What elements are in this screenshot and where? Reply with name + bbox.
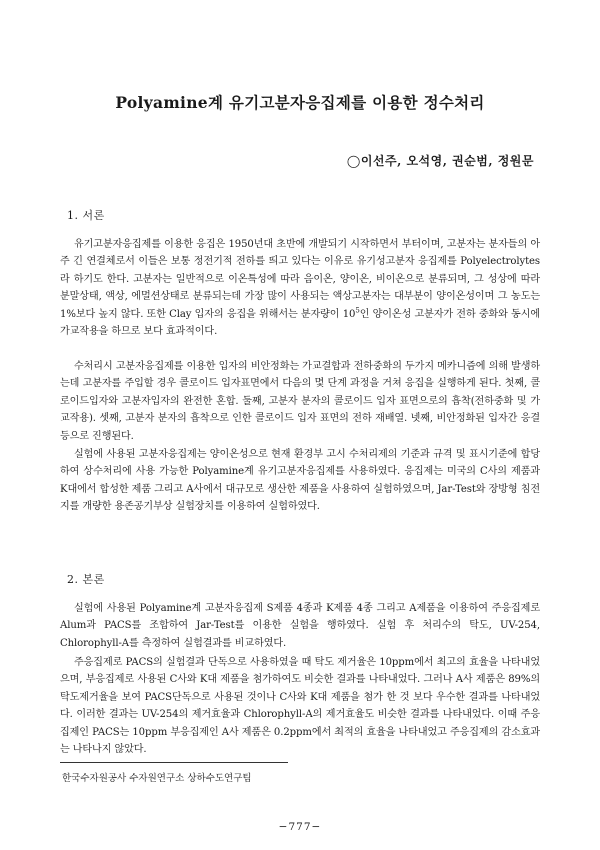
section-heading-body: 2. 본론 bbox=[67, 573, 105, 586]
page-number: −777− bbox=[278, 821, 322, 833]
intro-paragraph-1 bbox=[60, 236, 540, 340]
author-list: ◯이선주, 오석영, 권순범, 정원문 bbox=[346, 154, 534, 168]
body-paragraph-1: 실험에 사용된 Polyamine계 고분자응집제 S제품 4종과 K제품 4종 그리고 A제품을 이용하여 주응집제로 Alum과 PACS를 조합하여 Jar-Test를 이용한 실험을 행하였다. 실험 후 처리수의 탁도, UV-254, Chlorophyll-A를 측정하여 실험결과를 비교하였다. bbox=[60, 603, 540, 649]
intro-paragraph-1-text: 유기고분자응집제를 이용한 응집은 1950년대 초반에 개발되기 시작하면서 부터이며, 고분자는 분자들의 아주 긴 연결체로서 이들은 보통 정전기적 전하를 띄고 있다는 이유로 유기성고분자 응집제를 Polyelectrolytes라 하기도 한다. 고분자는 일반적으로 이온특성에 따라 음이온, 양이온, 비이온으로 분류되며, 그 성상에 따라 분말상태, 액상, 에멀션상태로 분류되는데 가장 많이 사용되는 액상고분자는 대부분이 양이온성이며 그 농도는 1%보다 높지 않다. 또한 Clay 입자의 응집을 위해서는 분자량이 10 bbox=[60, 239, 540, 320]
footnote-divider bbox=[60, 762, 288, 763]
exponent-superscript: 5 bbox=[355, 306, 360, 315]
intro-paragraph-3: 실험에 사용된 고분자응집제는 양이온성으로 현재 환경부 고시 수처리제의 기준과 규격 및 표시기준에 합당하여 상수처리에 사용 가능한 Polyamine계 유기고분자응집제를 사용하였다. 응집제는 미국의 C사의 제품과 K대에서 합성한 제품 그리고 A사에서 대규모로 생산한 제품을 사용하여 실험하였으며, Jar-Test와 장방형 침전지를 개량한 용존공기부상 실험장치를 이용하여 실험하였다. bbox=[60, 449, 540, 513]
section-heading-introduction: 1. 서론 bbox=[67, 209, 105, 222]
intro-paragraph-2: 수처리시 고분자응집제를 이용한 입자의 비안정화는 가교결합과 전하중화의 두가지 메카니즘에 의해 발생하는데 고분자를 주입할 경우 콜로이드 입자표면에서 다음의 몇 단계 과정을 거쳐 응집을 실행하게 된다. 첫째, 콜로이드입자와 고분자입자의 완전한 혼합. 둘째, 고분자 분자의 콜로이드 입자 표면으로의 흡착(전하중화 및 가교작용). 셋째, 고분자 분자의 흡착으로 인한 콜로이드 입자 표면의 전하 재배열. 넷째, 비안정화된 입자간 응결 등으로 진행된다. bbox=[60, 361, 540, 442]
intro-paragraph-1-text-cont: 인 양이온성 고분자가 전하 중화와 동시에 가교작용을 하므로 보다 효과적이다. bbox=[60, 308, 541, 338]
body-paragraph-2: 주응집제로 PACS의 실험결과 단독으로 사용하였을 때 탁도 제거율은 10ppm에서 최고의 효율을 나타내었으며, 부응집제로 사용된 C사와 K대 제품을 첨가하여도 비슷한 결과를 나타내었다. 그러나 A사 제품은 89%의 탁도제거율을 보여 PACS단독으로 사용된 것이나 C사와 K대 제품을 첨가 한 것 보다 우수한 결과를 나타내었다. 이러한 결과는 UV-254의 제거효율과 Chlorophyll-A의 제거효율도 비슷한 결과를 나타내었다. 이때 주응집제인 PACS는 10ppm 부응집제인 A사 제품은 0.2ppm에서 최적의 효율을 나타내었고 주응집제의 감소효과는 나타나지 않았다. bbox=[60, 657, 540, 756]
affiliation-footnote: 한국수자원공사 수자원연구소 상하수도연구팀 bbox=[62, 773, 252, 784]
paper-title: Polyamine계 유기고분자응집제를 이용한 정수처리 bbox=[115, 93, 485, 112]
